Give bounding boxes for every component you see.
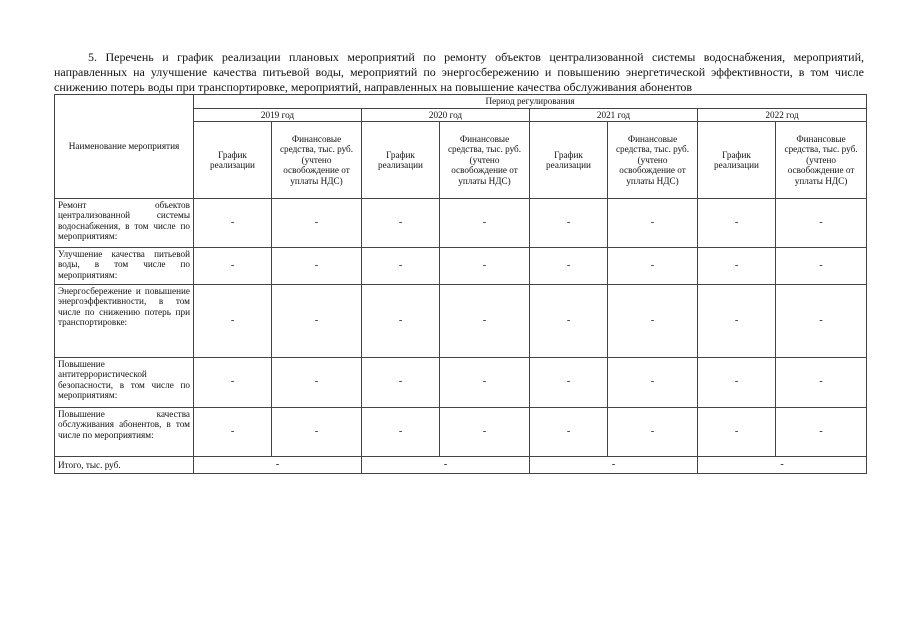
row-name: Повышение антитеррористической безопасности, в том числе по мероприятиям:	[55, 358, 194, 408]
row-name: Энергосбережение и повышение энергоэффективности, в том числе по снижению потерь при транспортировке:	[55, 285, 194, 358]
year-header: 2021 год	[530, 109, 698, 122]
finance-header: Финансовые средства, тыс. руб. (учтено освобождение от уплаты НДС)	[608, 122, 698, 199]
row-value: -	[272, 408, 362, 457]
section-heading: 5. Перечень и график реализации плановых мероприятий по ремонту объектов централизованной системы водоснабжения, мероприятий, направленных на улучшение качества питьевой воды, мероприятий по энергосбережению и повышению энергетической эффективности, в том числе снижению потерь воды при транспортировке, мероприятий, направленных на повышение качества обслуживания абонентов	[54, 50, 864, 94]
row-value: -	[440, 358, 530, 408]
row-name: Повышение качества обслуживания абонентов, в том числе по мероприятиям:	[55, 408, 194, 457]
row-value: -	[194, 285, 272, 358]
table-row	[55, 248, 867, 285]
row-value: -	[194, 248, 272, 285]
row-value: -	[776, 408, 867, 457]
row-value: -	[194, 199, 272, 248]
row-value: -	[776, 248, 867, 285]
row-value: -	[530, 285, 608, 358]
schedule-header: График реализации	[194, 122, 272, 199]
row-value: -	[530, 199, 608, 248]
row-value: -	[440, 248, 530, 285]
total-value: -	[698, 457, 867, 474]
row-value: -	[362, 408, 440, 457]
row-value: -	[440, 199, 530, 248]
row-value: -	[530, 408, 608, 457]
row-value: -	[530, 248, 608, 285]
row-value: -	[362, 358, 440, 408]
total-value: -	[530, 457, 698, 474]
total-value: -	[194, 457, 362, 474]
year-header: 2022 год	[698, 109, 867, 122]
row-value: -	[608, 248, 698, 285]
row-value: -	[608, 199, 698, 248]
table-row	[55, 285, 867, 358]
finance-header: Финансовые средства, тыс. руб. (учтено освобождение от уплаты НДС)	[272, 122, 362, 199]
row-value: -	[776, 358, 867, 408]
plan-table	[54, 94, 867, 474]
total-value: -	[362, 457, 530, 474]
row-value: -	[272, 358, 362, 408]
table-row	[55, 358, 867, 408]
row-name: Ремонт объектов централизованной системы водоснабжения, в том числе по мероприятиям:	[55, 199, 194, 248]
table-row	[55, 408, 867, 457]
table-row	[55, 199, 867, 248]
row-value: -	[362, 199, 440, 248]
schedule-header: График реализации	[698, 122, 776, 199]
row-value: -	[608, 285, 698, 358]
row-value: -	[608, 408, 698, 457]
period-header: Период регулирования	[194, 95, 867, 109]
total-row	[55, 457, 867, 474]
row-value: -	[362, 285, 440, 358]
year-header: 2020 год	[362, 109, 530, 122]
row-value: -	[698, 199, 776, 248]
finance-header: Финансовые средства, тыс. руб. (учтено освобождение от уплаты НДС)	[440, 122, 530, 199]
row-value: -	[272, 248, 362, 285]
schedule-header: График реализации	[530, 122, 608, 199]
row-value: -	[362, 248, 440, 285]
row-value: -	[440, 408, 530, 457]
row-value: -	[698, 248, 776, 285]
finance-header: Финансовые средства, тыс. руб. (учтено освобождение от уплаты НДС)	[776, 122, 867, 199]
row-value: -	[272, 285, 362, 358]
row-value: -	[776, 199, 867, 248]
row-value: -	[698, 408, 776, 457]
schedule-header: График реализации	[362, 122, 440, 199]
row-value: -	[194, 358, 272, 408]
row-value: -	[776, 285, 867, 358]
row-value: -	[698, 358, 776, 408]
row-name: Улучшение качества питьевой воды, в том числе по мероприятиям:	[55, 248, 194, 285]
row-value: -	[272, 199, 362, 248]
row-value: -	[698, 285, 776, 358]
row-value: -	[530, 358, 608, 408]
row-value: -	[608, 358, 698, 408]
total-label: Итого, тыс. руб.	[55, 457, 194, 474]
name-column-header: Наименование мероприятия	[55, 95, 194, 199]
row-value: -	[440, 285, 530, 358]
year-header: 2019 год	[194, 109, 362, 122]
row-value: -	[194, 408, 272, 457]
